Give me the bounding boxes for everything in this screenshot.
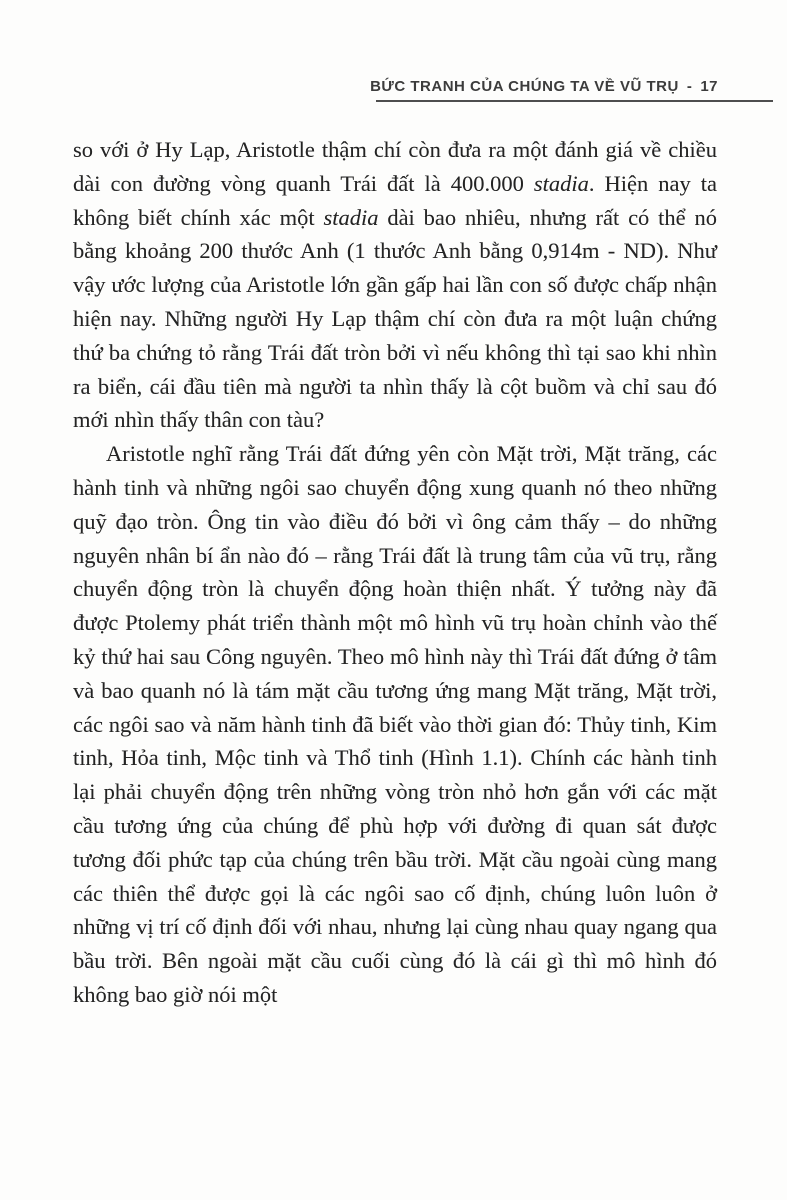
paragraph (73, 133, 717, 437)
text-run: dài bao nhiêu, nhưng rất có thể nó bằng khoảng 200 thước Anh (1 thước Anh bằng 0,914m - ND). Như vậy ước lượng của Aristotle lớn gần gấp hai lần con số được chấp nhận hiện nay. Những người Hy Lạp thậm chí còn đưa ra một luận chứng thứ ba chứng tỏ rằng Trái đất tròn bởi vì nếu không thì tại sao khi nhìn ra biển, cái đầu tiên mà người ta nhìn thấy là cột buồm và chỉ sau đó mới nhìn thấy thân con tàu? (73, 204, 717, 433)
page-body (73, 133, 717, 1012)
paragraph (73, 437, 717, 1012)
italic-text-run: stadia (533, 170, 589, 196)
running-title: BỨC TRANH CỦA CHÚNG TA VỀ VŨ TRỤ (370, 78, 679, 95)
italic-text-run: stadia (323, 204, 379, 230)
page-number: 17 (700, 78, 718, 95)
page-header (72, 78, 718, 95)
header-rule (376, 100, 773, 102)
header-separator: - (686, 78, 693, 95)
text-run: . Hiện nay ta không biết chính xác một (73, 170, 717, 230)
text-run: Aristotle nghĩ rằng Trái đất đứng yên còn Mặt trời, Mặt trăng, các hành tinh và những ngôi sao chuyển động xung quanh nó theo những quỹ đạo tròn. Ông tin vào điều đó bởi vì ông cảm thấy – do những nguyên nhân bí ẩn nào đó – rằng Trái đất là trung tâm của vũ trụ, rằng chuyển động tròn là chuyển động hoàn thiện nhất. Ý tưởng này đã được Ptolemy phát triển thành một mô hình vũ trụ hoàn chỉnh vào thế kỷ thứ hai sau Công nguyên. Theo mô hình này thì Trái đất đứng ở tâm và bao quanh nó là tám mặt cầu tương ứng mang Mặt trăng, Mặt trời, các ngôi sao và năm hành tinh đã biết vào thời gian đó: Thủy tinh, Kim tinh, Hỏa tinh, Mộc tinh và Thổ tinh (Hình 1.1). Chính các hành tinh lại phải chuyển động trên những vòng tròn nhỏ hơn gắn với các mặt cầu tương ứng của chúng để phù hợp với đường đi quan sát được tương đối phức tạp của chúng trên bầu trời. Mặt cầu ngoài cùng mang các thiên thể được gọi là các ngôi sao cố định, chúng luôn luôn ở những vị trí cố định đối với nhau, nhưng lại cùng nhau quay ngang qua bầu trời. Bên ngoài mặt cầu cuối cùng đó là cái gì thì mô hình đó không bao giờ nói một (73, 441, 717, 1007)
text-run: so với ở Hy Lạp, Aristotle thậm chí còn đưa ra một đánh giá về chiều dài con đường vòng quanh Trái đất là 400.000 (73, 137, 717, 196)
